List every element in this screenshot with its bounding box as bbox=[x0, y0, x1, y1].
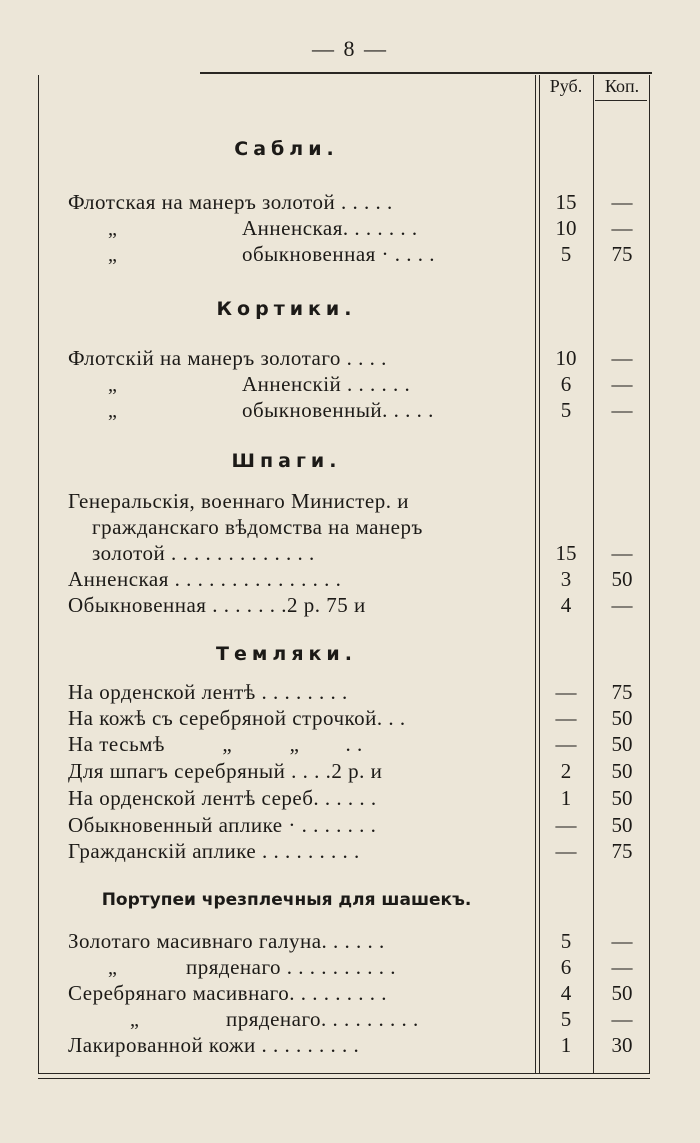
row-label: обыкновенный. . . . . bbox=[242, 398, 434, 422]
bottom-rule bbox=[38, 1073, 650, 1074]
table-row bbox=[0, 346, 700, 372]
row-rub: — bbox=[555, 706, 577, 730]
table-row bbox=[0, 732, 700, 758]
row-kop: 30 bbox=[611, 1033, 633, 1057]
table-row bbox=[0, 839, 700, 865]
top-rule bbox=[200, 72, 652, 74]
table-row bbox=[0, 680, 700, 706]
row-label: Обыкновенный аплике · . . . . . . . bbox=[68, 813, 377, 837]
table-row bbox=[0, 541, 700, 567]
table-row bbox=[0, 759, 700, 785]
row-label: золотой . . . . . . . . . . . . . bbox=[92, 541, 315, 565]
row-label: Лакированной кожи . . . . . . . . . bbox=[68, 1033, 360, 1057]
row-label: Серебрянаго масивнаго. . . . . . . . . bbox=[68, 981, 387, 1005]
table-row bbox=[0, 372, 700, 398]
kop-column-header: Коп. bbox=[604, 76, 640, 96]
table-row bbox=[0, 216, 700, 242]
table-row bbox=[0, 955, 700, 981]
table-row bbox=[0, 929, 700, 955]
row-rub: 10 bbox=[555, 346, 577, 370]
header-underline bbox=[595, 100, 647, 101]
row-label: Анненскій . . . . . . bbox=[242, 372, 411, 396]
row-kop: 75 bbox=[611, 839, 633, 863]
row-ditto: „ bbox=[108, 957, 117, 979]
bottom-rule-double bbox=[38, 1078, 650, 1079]
row-kop: 50 bbox=[611, 732, 633, 756]
row-rub: 15 bbox=[555, 541, 577, 565]
row-rub: 6 bbox=[560, 955, 572, 979]
row-rub: 2 bbox=[560, 759, 572, 783]
rub-column-header: Руб. bbox=[549, 76, 583, 96]
row-kop: 50 bbox=[611, 759, 633, 783]
row-kop: — bbox=[611, 593, 633, 617]
row-label: На орденской лентѣ . . . . . . . . bbox=[68, 680, 348, 704]
table-row bbox=[0, 398, 700, 424]
table-row bbox=[0, 190, 700, 216]
table-row bbox=[0, 1007, 700, 1033]
row-kop: 75 bbox=[611, 242, 633, 266]
row-label: На кожѣ съ серебряной строчкой. . . bbox=[68, 706, 406, 730]
row-kop: — bbox=[611, 955, 633, 979]
row-rub: 5 bbox=[560, 398, 572, 422]
row-label: гражданскаго вѣдомства на манеръ bbox=[92, 515, 423, 539]
row-ditto: „ bbox=[108, 218, 117, 240]
section-title: Темляки. bbox=[216, 643, 357, 665]
row-rub: 5 bbox=[560, 929, 572, 953]
table-row bbox=[0, 813, 700, 839]
section-title: Портупеи чрезплечныя для шашекъ. bbox=[101, 890, 472, 910]
row-kop: — bbox=[611, 541, 633, 565]
row-label: Генеральскія, военнаго Министер. и bbox=[68, 489, 409, 513]
row-rub: — bbox=[555, 732, 577, 756]
table-row bbox=[0, 1033, 700, 1059]
table-row bbox=[0, 593, 700, 619]
row-rub: 1 bbox=[560, 786, 572, 810]
row-rub: 4 bbox=[560, 981, 572, 1005]
row-rub: 5 bbox=[560, 242, 572, 266]
row-kop: — bbox=[611, 346, 633, 370]
table-row bbox=[0, 489, 700, 515]
row-kop: — bbox=[611, 216, 633, 240]
row-kop: 50 bbox=[611, 706, 633, 730]
row-kop: 50 bbox=[611, 786, 633, 810]
row-label: Гражданскій аплике . . . . . . . . . bbox=[68, 839, 360, 863]
row-kop: 50 bbox=[611, 567, 633, 591]
row-rub: — bbox=[555, 680, 577, 704]
table-row bbox=[0, 706, 700, 732]
row-label: Для шпагъ серебряный . . . .2 р. и bbox=[68, 759, 383, 783]
row-kop: — bbox=[611, 190, 633, 214]
table-row bbox=[0, 567, 700, 593]
row-rub: — bbox=[555, 839, 577, 863]
section-title: Шпаги. bbox=[231, 450, 342, 472]
row-rub: 3 bbox=[560, 567, 572, 591]
row-rub: 15 bbox=[555, 190, 577, 214]
row-kop: — bbox=[611, 929, 633, 953]
page-number: — 8 — bbox=[312, 36, 388, 61]
row-rub: 6 bbox=[560, 372, 572, 396]
table-row bbox=[0, 242, 700, 268]
row-ditto: „ bbox=[108, 374, 117, 396]
row-label: пряденаго . . . . . . . . . . bbox=[186, 955, 397, 979]
row-kop: — bbox=[611, 1007, 633, 1031]
row-rub: — bbox=[555, 813, 577, 837]
row-kop: 50 bbox=[611, 813, 633, 837]
row-label: На тесьмѣ „ „ . . bbox=[68, 732, 363, 756]
row-label: Золотаго масивнаго галуна. . . . . . bbox=[68, 929, 385, 953]
row-label: Флотскій на манеръ золотаго . . . . bbox=[68, 346, 387, 370]
row-label: обыкновенная · . . . . bbox=[242, 242, 436, 266]
row-kop: — bbox=[611, 372, 633, 396]
table-row bbox=[0, 981, 700, 1007]
row-label: Флотская на манеръ золотой . . . . . bbox=[68, 190, 393, 214]
section-title: Кортики. bbox=[216, 298, 357, 320]
row-rub: 10 bbox=[555, 216, 577, 240]
row-label: На орденской лентѣ сереб. . . . . . bbox=[68, 786, 377, 810]
row-label: Анненская. . . . . . . bbox=[242, 216, 418, 240]
row-rub: 4 bbox=[560, 593, 572, 617]
row-kop: 75 bbox=[611, 680, 633, 704]
table-row bbox=[0, 786, 700, 812]
section-title: Сабли. bbox=[234, 138, 339, 160]
row-rub: 5 bbox=[560, 1007, 572, 1031]
row-label: Обыкновенная . . . . . . .2 р. 75 и bbox=[68, 593, 366, 617]
row-kop: 50 bbox=[611, 981, 633, 1005]
row-ditto: „ bbox=[108, 244, 117, 266]
row-ditto: „ bbox=[130, 1009, 139, 1031]
row-kop: — bbox=[611, 398, 633, 422]
row-rub: 1 bbox=[560, 1033, 572, 1057]
row-label: пряденаго. . . . . . . . . bbox=[226, 1007, 419, 1031]
table-row bbox=[0, 515, 700, 541]
row-ditto: „ bbox=[108, 400, 117, 422]
row-label: Анненская . . . . . . . . . . . . . . . bbox=[68, 567, 342, 591]
